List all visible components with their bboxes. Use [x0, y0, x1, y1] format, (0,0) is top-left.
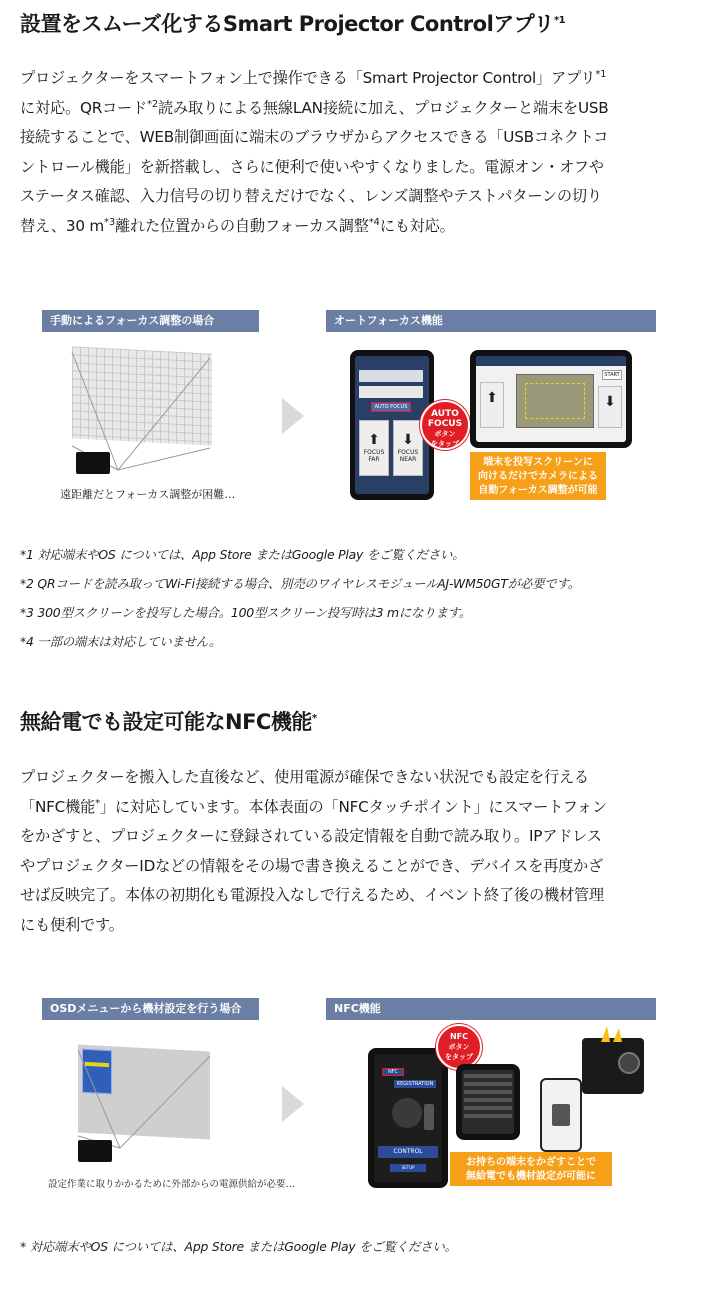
arrow-up-icon: ⬆ — [486, 390, 498, 406]
tablet-camera-screen — [476, 356, 626, 442]
camera-view — [516, 374, 594, 428]
para-line: ステータス確認、入力信号の切り替えだけでなく、レンズ調整やテストパターンの切り — [20, 187, 602, 205]
projector-device-osd — [78, 1140, 112, 1162]
settings-tablet — [456, 1064, 520, 1140]
registration-button[interactable]: REGISTRATION — [394, 1080, 436, 1088]
figure-nfc — [38, 998, 658, 1190]
footnote-2: *2 QRコードを読み取ってWi-Fi接続する場合、別売のワイヤレスモジュールAJ-WM50GTが必要です。 — [20, 576, 580, 591]
para-line: ントロール機能」を新搭載し、さらに便利で使いやすくなりました。電源オン・オフや — [20, 157, 604, 176]
tablet-header — [476, 356, 626, 366]
tablet — [470, 350, 632, 448]
focus-frame — [525, 383, 585, 419]
orange-callout-autofocus: 端末を投写スクリーンに 向けるだけでカメラによる 自動フォーカス調整が可能 — [470, 452, 606, 500]
para-line: 「NFC機能*」に対応しています。本体表面の「NFCタッチポイント」にスマートフォン — [20, 797, 607, 816]
auto-focus-button[interactable]: AUTO FOCUS — [371, 402, 411, 412]
nfc-app-button[interactable]: NFC — [382, 1068, 404, 1076]
remote-image — [424, 1104, 434, 1130]
panel-head-osd-menu: OSDメニューから機材設定を行う場合 — [42, 998, 259, 1020]
projector-unit — [582, 1038, 644, 1094]
phone-nfc-graphic — [552, 1104, 570, 1126]
para-line: せば反映完了。本体の初期化も電源投入なしで行えるため、イベント終了後の機材管理 — [20, 886, 604, 904]
arrow-up-icon: ⬆ — [368, 432, 380, 448]
para-line: 接続することで、WEB制御画面に端末のブラウザからアクセスできる「USBコネクトコ — [20, 128, 609, 146]
caption-manual-focus: 遠距離だとフォーカス調整が困難… — [60, 488, 236, 501]
para-line: をかざすと、プロジェクターに登録されている設定情報を自動で読み取り。IPアドレス — [20, 827, 602, 845]
footnote-3: *3 300型スクリーンを投写した場合。100型スクリーン投写時は3 mになります。 — [20, 605, 472, 620]
focus-near-button[interactable]: ⬇ FOCUS NEAR — [393, 420, 423, 476]
para-line: やプロジェクターIDなどの情報をその場で書き換えることができ、デバイスを再度かざ — [20, 856, 604, 875]
projector-lens — [618, 1052, 640, 1074]
arrow-down-icon: ⬇ — [604, 394, 616, 410]
section-title-smart-projector: 設置をスムーズ化するSmart Projector Controlアプリ$^{*1}$ — [20, 12, 566, 36]
para-line: 替え、30 $m^{*3}$離れた位置からの自動フォーカス調整$^{*4}$にも対応。 — [20, 216, 455, 235]
arrow-right-icon — [282, 1086, 306, 1122]
arrow-right-icon — [282, 398, 306, 434]
badge-nfc-tap: NFC ボタン をタップ — [436, 1024, 482, 1070]
tablet-nfc-app — [368, 1048, 448, 1188]
para-line: プロジェクターをスマートフォン上で操作できる「Smart Projector Control」アプリ$^{*1}$ — [20, 68, 607, 87]
section-title-nfc: 無給電でも設定可能なNFC機能* — [20, 710, 317, 734]
projector-device — [76, 452, 110, 474]
tablet-focus-near-button[interactable] — [598, 386, 622, 428]
footnote-1: *1 対応端末やOS については、App Store またはGoogle Play をご覧ください。 — [20, 547, 465, 562]
settings-list — [462, 1070, 514, 1134]
app-tabs — [359, 370, 423, 382]
footnote-4: *4 一部の端末は対応していません。 — [20, 634, 222, 649]
setup-button[interactable]: SETUP — [390, 1164, 426, 1172]
section1-paragraph — [20, 64, 685, 241]
start-button[interactable]: START — [602, 370, 622, 380]
app-screen — [355, 356, 429, 494]
app-mode-buttons — [359, 386, 423, 398]
tablet-focus-far-button[interactable] — [480, 382, 504, 428]
para-line: プロジェクターを搬入した直後など、使用電源が確保できない状況でも設定を行える — [20, 768, 589, 786]
panel-head-nfc: NFC機能 — [326, 998, 656, 1020]
nfc-app-screen — [374, 1054, 442, 1182]
arrow-down-icon: ⬇ — [402, 432, 414, 448]
orange-callout-nfc: お持ちの端末をかざすことで 無給電でも機材設定が可能に — [450, 1152, 612, 1186]
panel-head-manual-focus: 手動によるフォーカス調整の場合 — [42, 310, 259, 332]
focus-far-button[interactable]: ⬆ FOCUS FAR — [359, 420, 389, 476]
para-line: に対応。QRコード$^{*2}$読み取りによる無線LAN接続に加え、プロジェクターと端末をUSB — [20, 98, 609, 117]
caption-osd: 設定作業に取りかかるために外部からの電源供給が必要… — [48, 1179, 296, 1190]
panel-head-autofocus: オートフォーカス機能 — [326, 310, 656, 332]
control-button[interactable]: CONTROL — [378, 1146, 438, 1158]
nfc-signal-icon — [598, 1024, 628, 1044]
projector-image — [392, 1098, 422, 1128]
figure-autofocus — [38, 310, 658, 510]
nfc-smartphone — [540, 1078, 582, 1152]
badge-autofocus-tap: AUTO FOCUS ボタン をタップ — [420, 400, 470, 450]
section2-paragraph — [20, 763, 685, 940]
para-line: にも便利です。 — [20, 915, 124, 934]
footnote-nfc: * 対応端末やOS については、App Store またはGoogle Play をご覧ください。 — [20, 1239, 457, 1254]
